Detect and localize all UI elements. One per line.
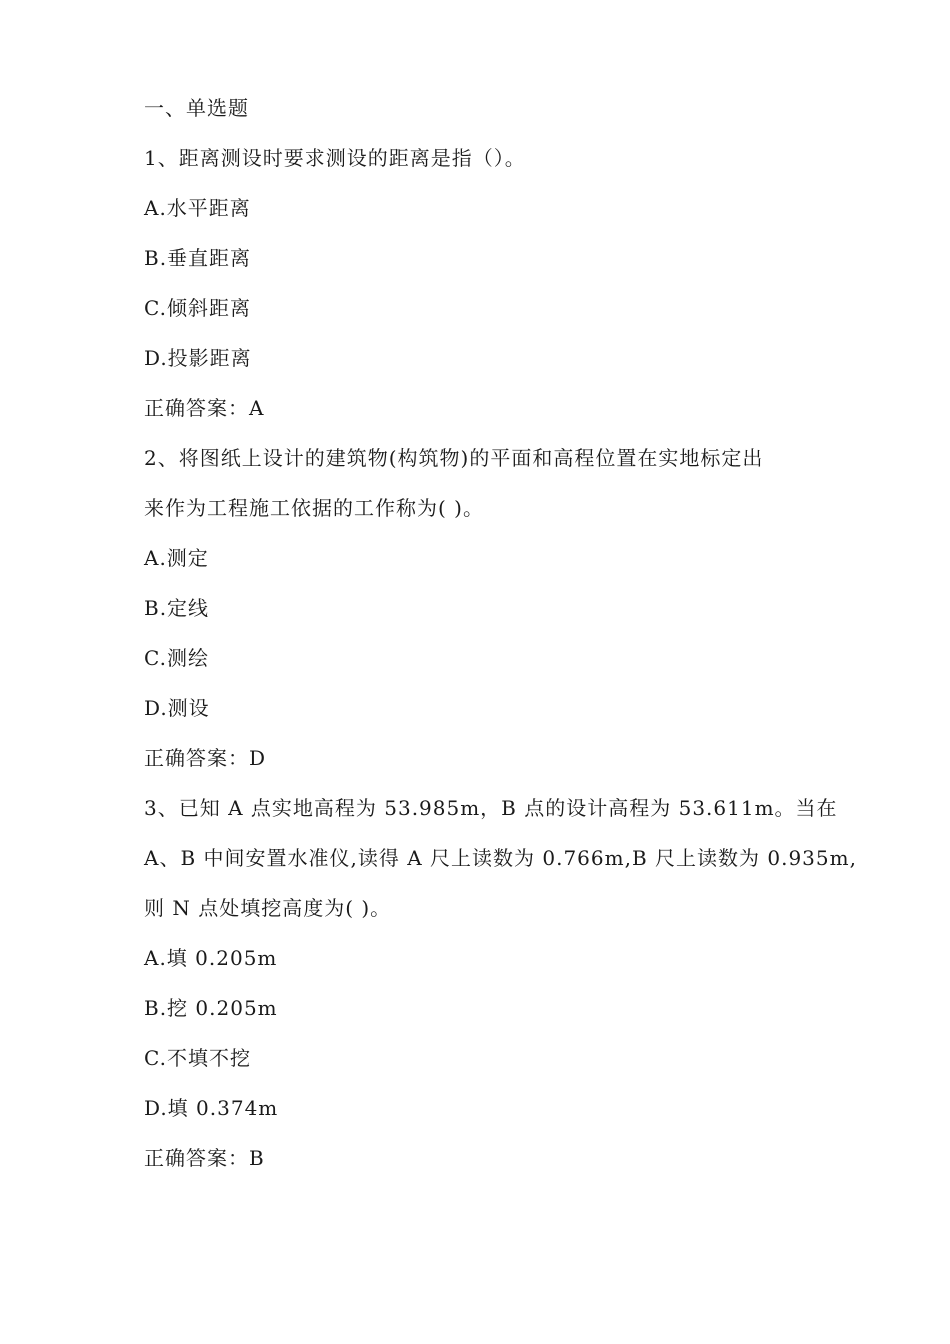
option-c: C.不填不挖 (144, 1046, 251, 1070)
question-1 (144, 146, 824, 446)
option-d: D.投影距离 (144, 346, 252, 370)
question-stem-continued: 来作为工程施工依据的工作称为( )。 (144, 496, 484, 520)
option-a: A.测定 (144, 546, 209, 570)
question-stem-continued: 则 N 点处填挖高度为( )。 (144, 896, 392, 920)
option-d: D.测设 (144, 696, 210, 720)
document-page (144, 96, 857, 1196)
correct-answer: 正确答案：B (144, 1146, 265, 1170)
option-a: A.填 0.205m (144, 946, 278, 970)
option-b: B.定线 (144, 596, 210, 620)
question-stem: 2、将图纸上设计的建筑物(构筑物)的平面和高程位置在实地标定出 (144, 446, 764, 470)
option-d: D.填 0.374m (144, 1096, 279, 1120)
correct-answer: 正确答案：A (144, 396, 265, 420)
question-stem-continued: A、B 中间安置水准仪,读得 A 尺上读数为 0.766m,B 尺上读数为 0.935m, (144, 846, 857, 870)
option-a: A.水平距离 (144, 196, 251, 220)
option-b: B.垂直距离 (144, 246, 252, 270)
question-stem: 1、距离测设时要求测设的距离是指（）。 (144, 146, 526, 170)
question-3 (144, 796, 857, 1196)
question-2 (144, 446, 824, 796)
section-title: 一、单选题 (144, 96, 249, 120)
option-b: B.挖 0.205m (144, 996, 278, 1020)
option-c: C.测绘 (144, 646, 209, 670)
question-stem: 3、已知 A 点实地高程为 53.985m，B 点的设计高程为 53.611m。当在 (144, 796, 838, 820)
correct-answer: 正确答案：D (144, 746, 267, 770)
option-c: C.倾斜距离 (144, 296, 251, 320)
